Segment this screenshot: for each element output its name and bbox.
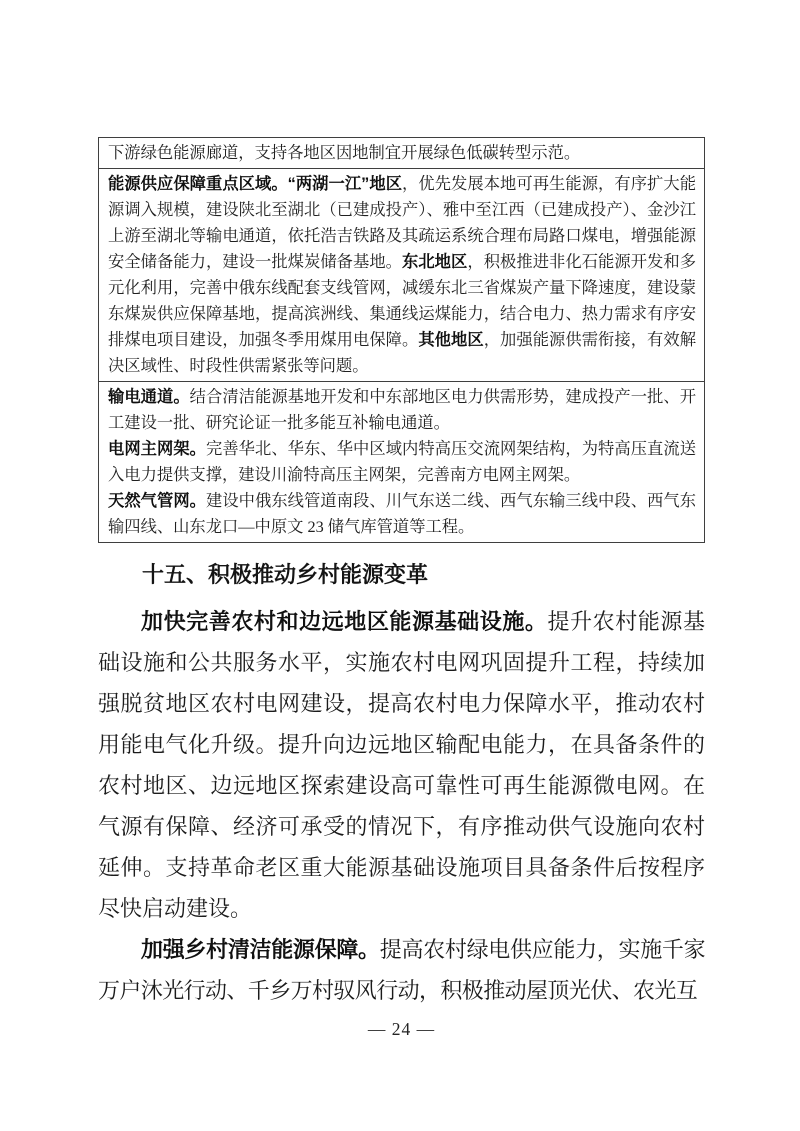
- table-paragraph: 下游绿色能源廊道，支持各地区因地制宜开展绿色低碳转型示范。: [108, 143, 581, 162]
- table-paragraph-transmission: 输电通道。结合清洁能源基地开发和中东部地区电力供需形势，建成投产一批、开工建设一批、研究论证一批多能互补输电通道。: [108, 387, 696, 432]
- energy-planning-table: [98, 137, 705, 543]
- body-paragraph-rural-infrastructure: 加快完善农村和边远地区能源基础设施。提升农村能源基础设施和公共服务水平，实施农村电网巩固提升工程，持续加强脱贫地区农村电网建设，提高农村电力保障水平，推动农村用能电气化升级。提升向边远地区输配电能力，在具备条件的农村地区、边远地区探索建设高可靠性可再生能源微电网。在气源有保障、经济可承受的情况下，有序推动供气设施向农村延伸。支持革命老区重大能源基础设施项目具备条件后按程序尽快启动建设。: [98, 609, 705, 921]
- body-paragraph-clean-energy: 加强乡村清洁能源保障。提高农村绿电供应能力，实施千家万户沐光行动、千乡万村驭风行动，积极推动屋顶光伏、农光互: [98, 937, 705, 1003]
- table-paragraph-gas-pipeline: 天然气管网。建设中俄东线管道南段、川气东送二线、西气东输三线中段、西气东输四线、山东龙口—中原文 23 储气库管道等工程。: [108, 491, 696, 536]
- table-paragraph: 能源供应保障重点区域。“两湖一江”地区，优先发展本地可再生能源，有序扩大能源调入规模，建设陕北至湖北（已建成投产）、雅中至江西（已建成投产）、金沙江上游至湖北等输电通道，依托浩吉铁路及其疏运系统合理布局路口煤电，增强能源安全储备能力，建设一批煤炭储备基地。东北地区，积极推进非化石能源开发和多元化利用，完善中俄东线配套支线管网，减缓东北三省煤炭产量下降速度，建设蒙东煤炭供应保障基地，提高滨洲线、集通线运煤能力，结合电力、热力需求有序安排煤电项目建设，加强冬季用煤用电保障。其他地区，加强能源供需衔接，有效解决区域性、时段性供需紧张等问题。: [108, 174, 696, 375]
- section-heading: 十五、积极推动乡村能源变革: [142, 562, 429, 587]
- table-cell-supply-regions: [99, 168, 704, 381]
- table-cell-green-corridor: [99, 138, 704, 168]
- table-cell-grid-and-pipelines: [99, 381, 704, 542]
- table-paragraph-grid-backbone: 电网主网架。完善华北、华东、华中区域内特高压交流网架结构，为特高压直流送入电力提供支撑，建设川渝特高压主网架，完善南方电网主网架。: [108, 439, 696, 484]
- page-number: — 24 —: [367, 1019, 436, 1039]
